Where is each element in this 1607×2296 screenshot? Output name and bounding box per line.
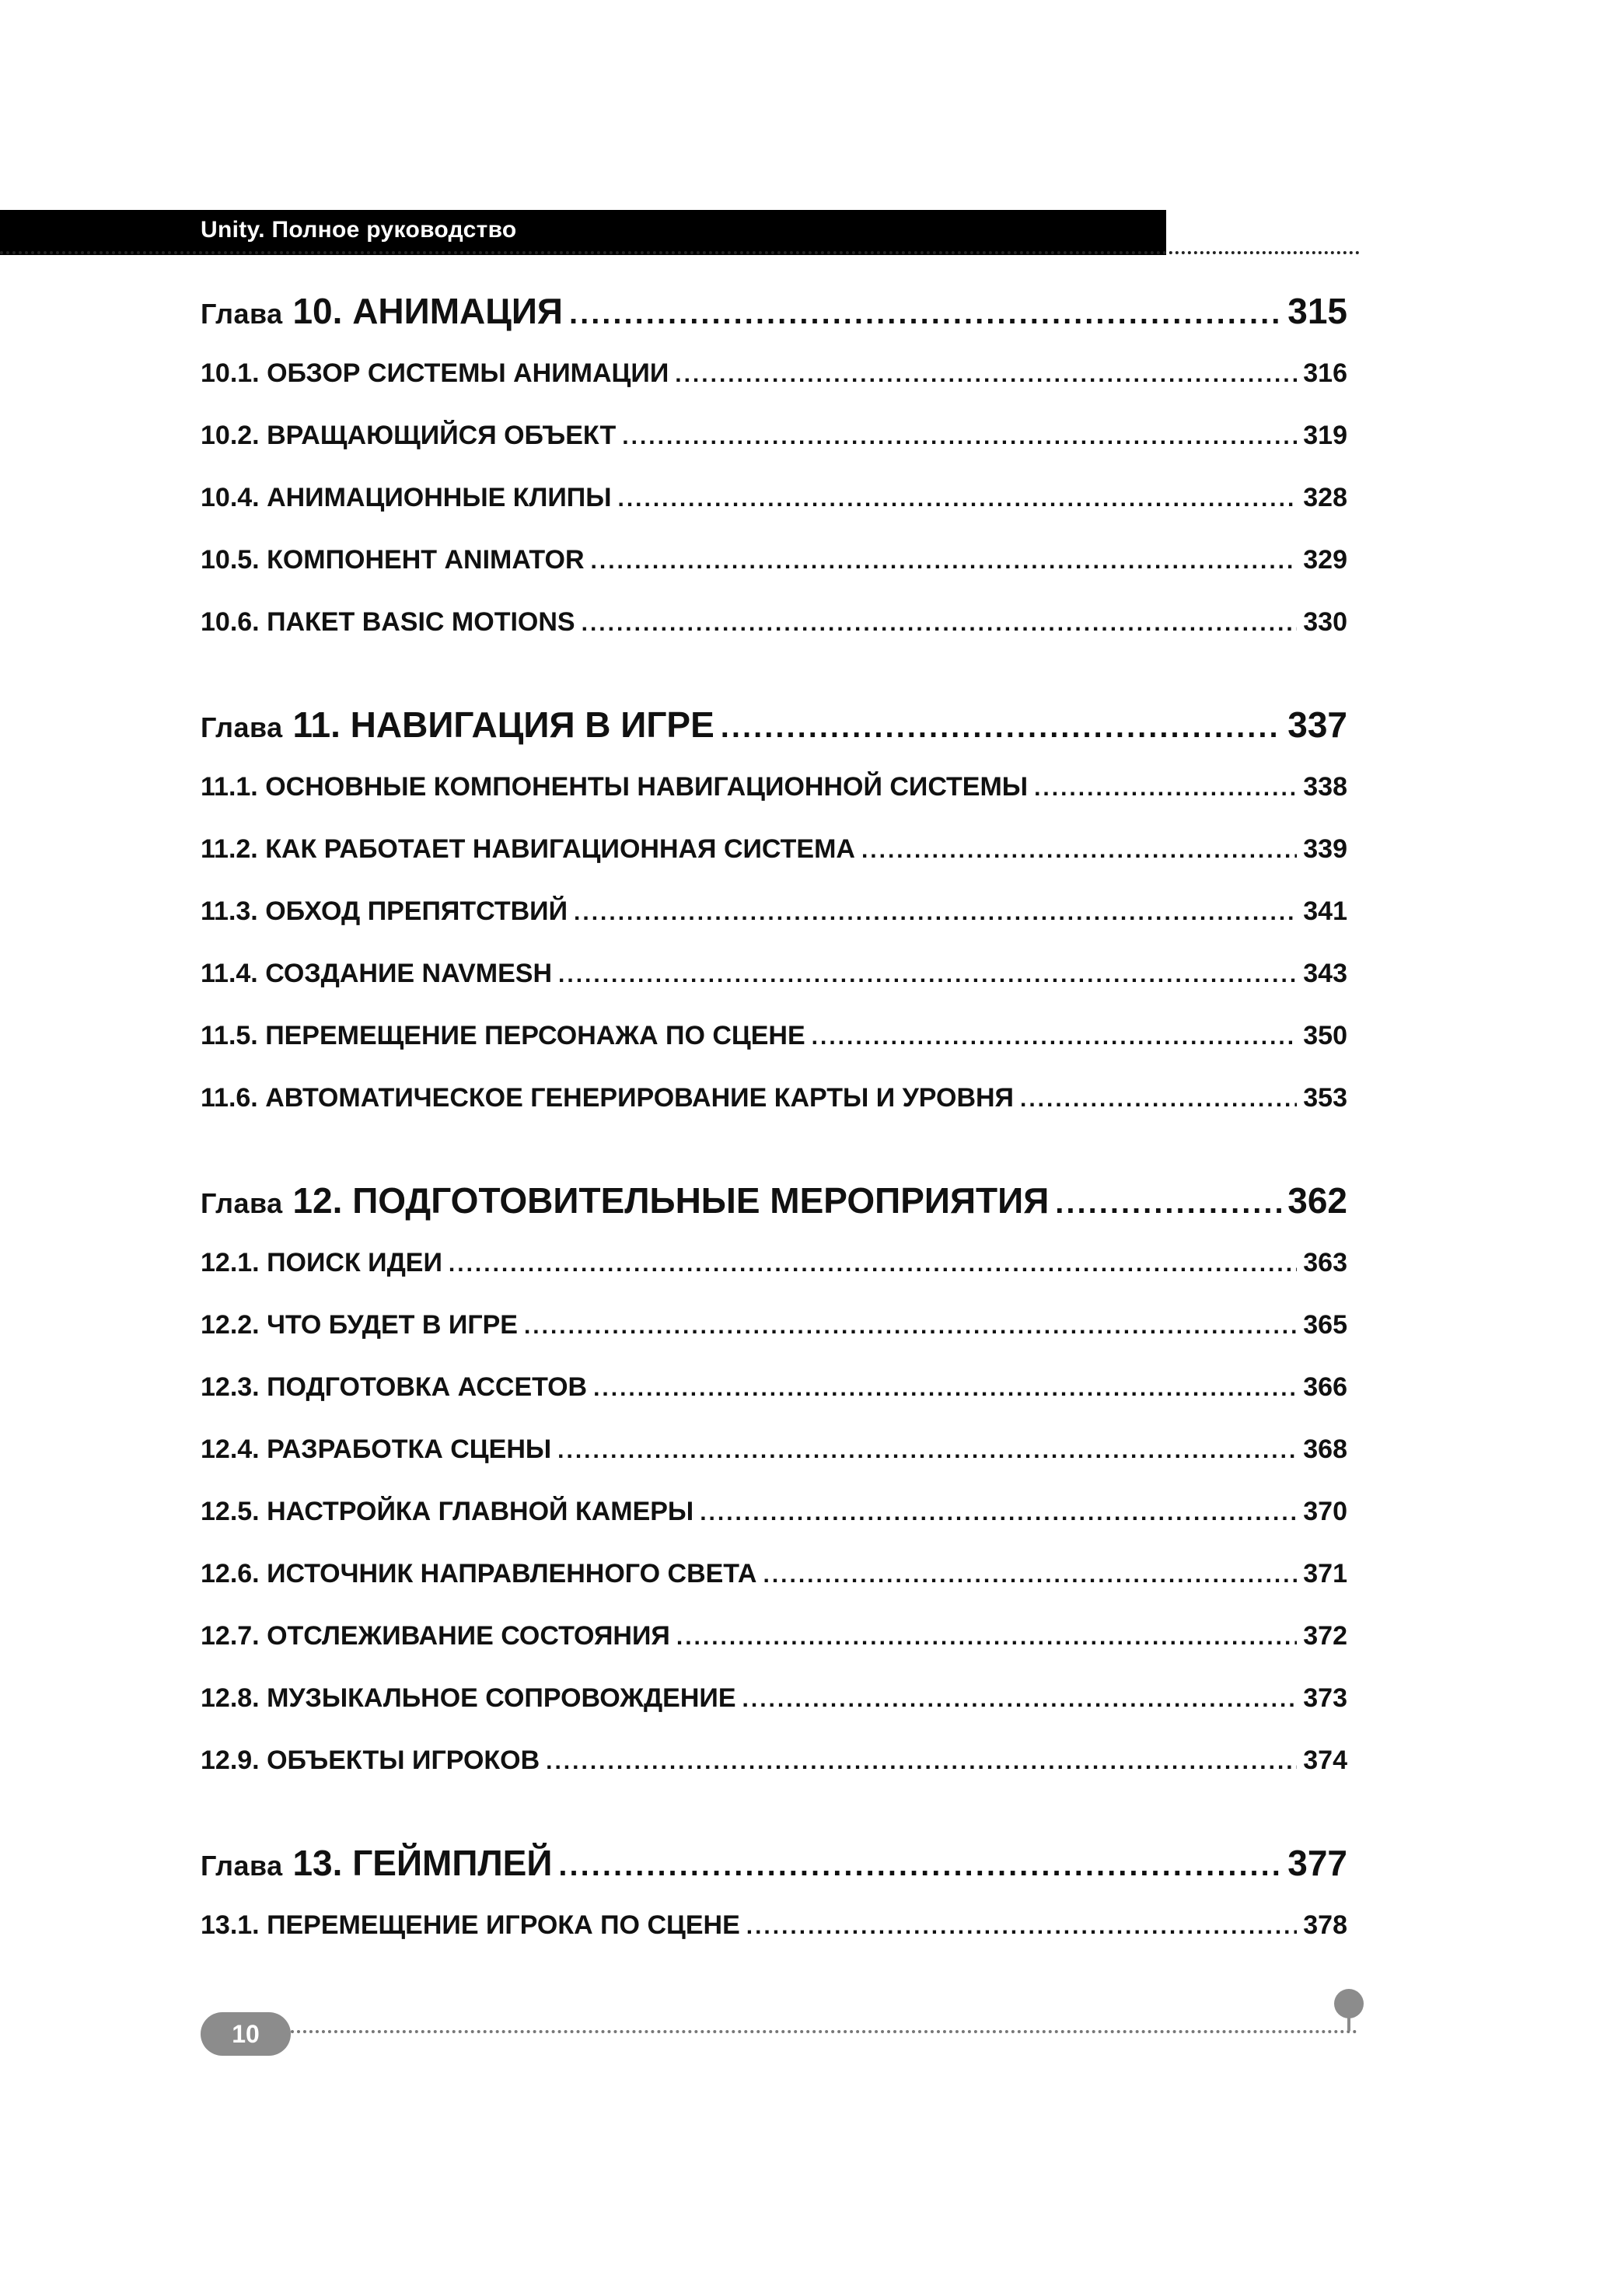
entry-title: 11.5. ПЕРЕМЕЩЕНИЕ ПЕРСОНАЖА ПО СЦЕНЕ	[201, 1021, 805, 1050]
entry-title: 10.1. ОБЗОР СИСТЕМЫ АНИМАЦИИ	[201, 358, 669, 388]
chapter-title	[201, 694, 714, 759]
entry-page-number: 378	[1303, 1910, 1347, 1940]
entry-page-number: 366	[1303, 1372, 1347, 1402]
entry-title: 11.2. КАК РАБОТАЕТ НАВИГАЦИОННАЯ СИСТЕМА	[201, 834, 855, 864]
chapter-page-number: 315	[1287, 291, 1347, 331]
toc-chapter-13[interactable]	[201, 1832, 1347, 1894]
chapter-title	[201, 1832, 552, 1897]
chapter-title	[201, 1169, 1049, 1235]
dot-leader	[449, 1233, 1297, 1295]
entry-page-number: 373	[1303, 1683, 1347, 1713]
entry-title: 10.4. АНИМАЦИОННЫЕ КЛИПЫ	[201, 483, 612, 512]
entry-title: 12.9. ОБЪЕКТЫ ИГРОКОВ	[201, 1746, 540, 1775]
chapter-name: 10. АНИМАЦИЯ	[292, 291, 563, 331]
dot-leader	[558, 944, 1297, 1006]
entry-page-number: 338	[1303, 772, 1347, 802]
entry-title: 12.2. ЧТО БУДЕТ В ИГРЕ	[201, 1310, 518, 1340]
chapter-name: 11. НАВИГАЦИЯ В ИГРЕ	[292, 704, 714, 745]
dot-leader	[676, 1606, 1297, 1669]
entry-page-number: 350	[1303, 1021, 1347, 1050]
dot-leader	[721, 696, 1281, 758]
dot-leader	[593, 1358, 1297, 1420]
chapter-page-number: 377	[1287, 1843, 1347, 1883]
entry-page-number: 353	[1303, 1083, 1347, 1113]
entry-title: 12.7. ОТСЛЕЖИВАНИЕ СОСТОЯНИЯ	[201, 1621, 670, 1651]
chapter-prefix: Глава	[201, 298, 283, 330]
entry-page-number: 316	[1303, 358, 1347, 388]
entry-title: 11.6. АВТОМАТИЧЕСКОЕ ГЕНЕРИРОВАНИЕ КАРТЫ И УРОВНЯ	[201, 1083, 1014, 1113]
dot-leader	[675, 344, 1297, 406]
toc-entry[interactable]	[201, 1480, 1347, 1543]
entry-page-number: 371	[1303, 1559, 1347, 1588]
entry-title: 12.1. ПОИСК ИДЕИ	[201, 1248, 442, 1277]
entry-title: 11.3. ОБХОД ПРЕПЯТСТВИЙ	[201, 896, 568, 926]
toc-entry[interactable]	[201, 1543, 1347, 1605]
entry-title: 12.8. МУЗЫКАЛЬНОЕ СОПРОВОЖДЕНИЕ	[201, 1683, 736, 1713]
dot-leader	[763, 1544, 1297, 1606]
toc-chapter-10[interactable]	[201, 280, 1347, 342]
dot-leader	[618, 468, 1298, 530]
toc-entry[interactable]	[201, 1294, 1347, 1356]
entry-page-number: 329	[1303, 545, 1347, 575]
dot-leader	[1020, 1068, 1297, 1131]
dot-leader	[546, 1731, 1297, 1793]
entry-title: 10.2. ВРАЩАЮЩИЙСЯ ОБЪЕКТ	[201, 421, 617, 450]
entry-page-number: 363	[1303, 1248, 1347, 1277]
entry-page-number: 328	[1303, 483, 1347, 512]
dot-leader	[1055, 1172, 1281, 1234]
chapter-name: 12. ПОДГОТОВИТЕЛЬНЫЕ МЕРОПРИЯТИЯ	[292, 1180, 1050, 1221]
chapter-page-number: 337	[1287, 704, 1347, 745]
table-of-contents	[201, 280, 1347, 1956]
dot-leader	[700, 1482, 1297, 1544]
toc-entry[interactable]	[201, 1067, 1347, 1129]
chapter-prefix: Глава	[201, 711, 283, 743]
toc-entry[interactable]	[201, 1667, 1347, 1729]
entry-title: 11.4. СОЗДАНИЕ NAVMESH	[201, 959, 553, 988]
toc-entry[interactable]	[201, 1005, 1347, 1067]
dot-leader	[861, 820, 1297, 882]
dot-leader	[812, 1006, 1298, 1068]
dot-leader	[591, 530, 1298, 592]
dot-leader	[742, 1669, 1298, 1731]
entry-page-number: 343	[1303, 959, 1347, 988]
toc-entry[interactable]	[201, 404, 1347, 467]
entry-title: 13.1. ПЕРЕМЕЩЕНИЕ ИГРОКА ПО СЦЕНЕ	[201, 1910, 740, 1940]
dot-leader	[569, 282, 1281, 344]
entry-page-number: 372	[1303, 1621, 1347, 1651]
running-header-bar	[0, 210, 1166, 255]
toc-entry[interactable]	[201, 1894, 1347, 1956]
footer-dotted-rule	[291, 2030, 1357, 2033]
page-number-badge: 10	[201, 2012, 291, 2056]
page-marker-dot-icon	[1334, 1989, 1364, 2018]
entry-title: 12.3. ПОДГОТОВКА АССЕТОВ	[201, 1372, 588, 1402]
dot-leader	[574, 882, 1297, 944]
dot-leader	[1034, 757, 1297, 820]
chapter-prefix: Глава	[201, 1850, 283, 1882]
entry-title: 10.5. КОМПОНЕНТ ANIMATOR	[201, 545, 585, 575]
dot-leader	[524, 1295, 1297, 1358]
dot-leader	[557, 1420, 1297, 1482]
header-dotted-rule	[0, 251, 1361, 254]
dot-leader	[746, 1896, 1298, 1958]
entry-title: 12.6. ИСТОЧНИК НАПРАВЛЕННОГО СВЕТА	[201, 1559, 757, 1588]
dot-leader	[558, 1834, 1281, 1896]
entry-page-number: 365	[1303, 1310, 1347, 1340]
chapter-page-number: 362	[1287, 1180, 1347, 1221]
toc-entry[interactable]	[201, 467, 1347, 529]
running-header-title: Unity. Полное руководство	[201, 217, 517, 243]
chapter-name: 13. ГЕЙМПЛЕЙ	[292, 1843, 553, 1883]
toc-entry[interactable]	[201, 529, 1347, 591]
chapter-title	[201, 280, 563, 345]
toc-entry[interactable]	[201, 1418, 1347, 1480]
chapter-prefix: Глава	[201, 1187, 283, 1219]
toc-entry[interactable]	[201, 342, 1347, 404]
toc-entry[interactable]	[201, 1605, 1347, 1667]
toc-entry[interactable]	[201, 756, 1347, 818]
entry-page-number: 319	[1303, 421, 1347, 450]
entry-title: 12.5. НАСТРОЙКА ГЛАВНОЙ КАМЕРЫ	[201, 1497, 694, 1526]
toc-entry[interactable]	[201, 1232, 1347, 1294]
toc-entry[interactable]	[201, 1356, 1347, 1418]
toc-entry[interactable]	[201, 1729, 1347, 1791]
toc-chapter-11[interactable]	[201, 694, 1347, 756]
toc-entry[interactable]	[201, 591, 1347, 653]
entry-page-number: 339	[1303, 834, 1347, 864]
dot-leader	[582, 592, 1298, 655]
toc-entry[interactable]	[201, 880, 1347, 942]
toc-entry[interactable]	[201, 818, 1347, 880]
page-marker-stem	[1347, 2017, 1350, 2031]
entry-page-number: 374	[1303, 1746, 1347, 1775]
entry-page-number: 330	[1303, 607, 1347, 637]
entry-page-number: 370	[1303, 1497, 1347, 1526]
entry-title: 12.4. РАЗРАБОТКА СЦЕНЫ	[201, 1435, 552, 1464]
toc-entry[interactable]	[201, 942, 1347, 1005]
entry-page-number: 368	[1303, 1435, 1347, 1464]
entry-title: 10.6. ПАКЕТ BASIC MOTIONS	[201, 607, 575, 637]
entry-page-number: 341	[1303, 896, 1347, 926]
toc-chapter-12[interactable]	[201, 1169, 1347, 1232]
dot-leader	[622, 406, 1297, 468]
entry-title: 11.1. ОСНОВНЫЕ КОМПОНЕНТЫ НАВИГАЦИОННОЙ СИСТЕМЫ	[201, 772, 1029, 802]
